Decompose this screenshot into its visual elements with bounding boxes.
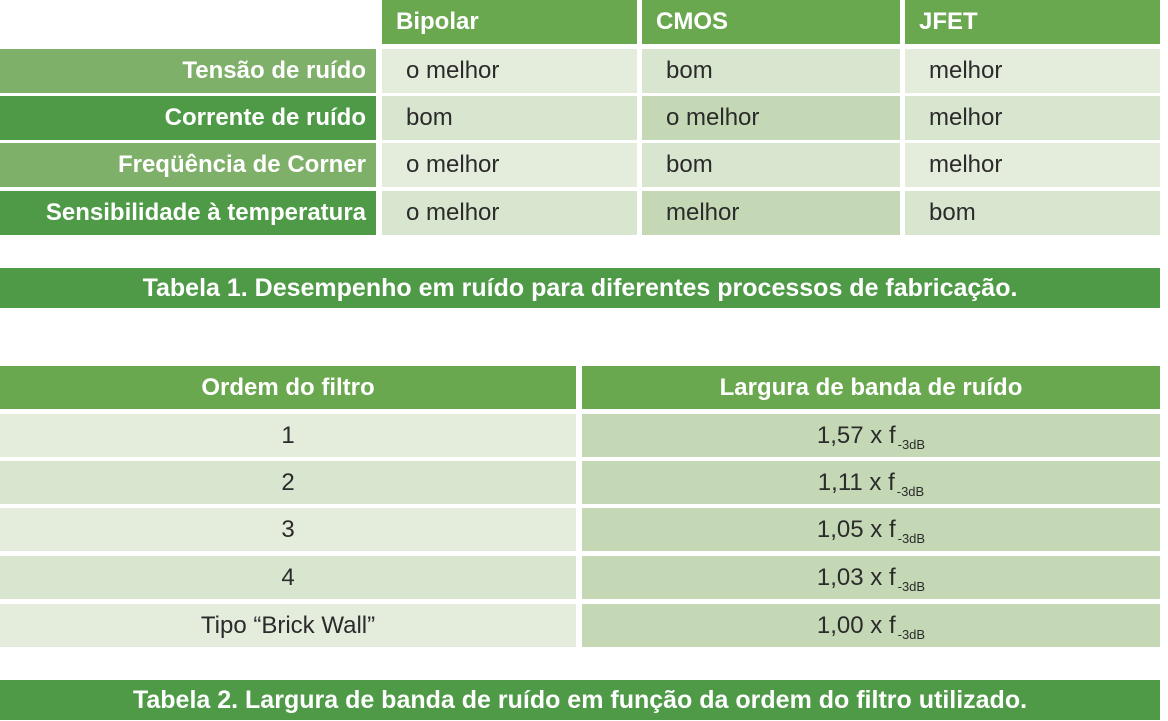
table-cell: melhor bbox=[905, 49, 1160, 93]
table-cell: o melhor bbox=[382, 191, 637, 235]
table-row bbox=[0, 96, 1168, 140]
table-cell: o melhor bbox=[642, 96, 900, 140]
table-cell: 1,11 x f -3dB bbox=[582, 461, 1160, 504]
table2-header-row bbox=[0, 366, 1160, 409]
table-cell: bom bbox=[642, 49, 900, 93]
column-header-jfet: JFET bbox=[905, 0, 1160, 44]
table-row bbox=[0, 556, 1160, 599]
table-cell: 2 bbox=[0, 461, 576, 504]
table-row bbox=[0, 508, 1160, 551]
table-cell: bom bbox=[905, 191, 1160, 235]
table-cell: 1,00 x f -3dB bbox=[582, 604, 1160, 647]
row-label: Corrente de ruído bbox=[0, 96, 376, 140]
table2-caption: Tabela 2. Largura de banda de ruído em função da ordem do filtro utilizado. bbox=[0, 680, 1160, 720]
table-cell: Tipo “Brick Wall” bbox=[0, 604, 576, 647]
row-label: Freqüência de Corner bbox=[0, 143, 376, 187]
table-row bbox=[0, 143, 1168, 187]
table-cell: 3 bbox=[0, 508, 576, 551]
table-row bbox=[0, 191, 1168, 235]
table-cell: 1,05 x f -3dB bbox=[582, 508, 1160, 551]
table-row bbox=[0, 461, 1160, 504]
table1-caption: Tabela 1. Desempenho em ruído para diferentes processos de fabricação. bbox=[0, 268, 1160, 308]
table-cell: 1 bbox=[0, 414, 576, 457]
column-header-bipolar: Bipolar bbox=[382, 0, 637, 44]
table-cell: melhor bbox=[905, 96, 1160, 140]
table-cell: melhor bbox=[905, 143, 1160, 187]
table-cell: o melhor bbox=[382, 49, 637, 93]
table-row bbox=[0, 604, 1160, 647]
table-cell: 4 bbox=[0, 556, 576, 599]
table-cell: o melhor bbox=[382, 143, 637, 187]
table-cell: bom bbox=[382, 96, 637, 140]
column-header-cmos: CMOS bbox=[642, 0, 900, 44]
table-row bbox=[0, 49, 1168, 93]
row-label: Sensibilidade à temperatura bbox=[0, 191, 376, 235]
table-cell: 1,03 x f -3dB bbox=[582, 556, 1160, 599]
table-cell: melhor bbox=[642, 191, 900, 235]
table1-header-row bbox=[0, 0, 1168, 44]
column-header-filter-order: Ordem do filtro bbox=[0, 366, 576, 409]
row-label: Tensão de ruído bbox=[0, 49, 376, 93]
table-cell: bom bbox=[642, 143, 900, 187]
table-row bbox=[0, 414, 1160, 457]
column-header-noise-bandwidth: Largura de banda de ruído bbox=[582, 366, 1160, 409]
table-cell: 1,57 x f -3dB bbox=[582, 414, 1160, 457]
